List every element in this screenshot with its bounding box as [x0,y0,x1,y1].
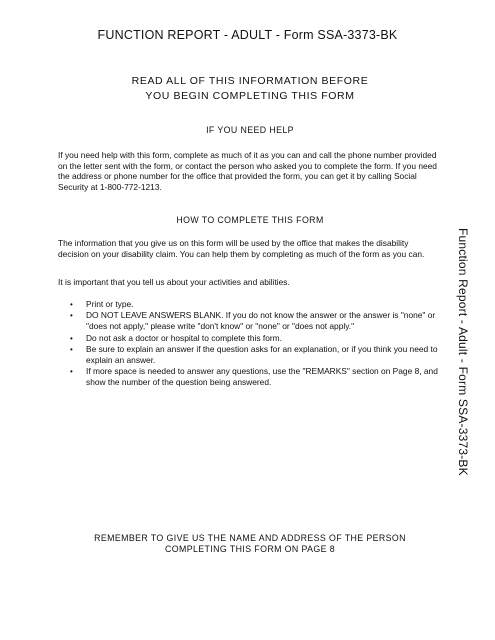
bullet-icon: • [70,344,73,354]
form-title: FUNCTION REPORT - ADULT - Form SSA-3373-BK [97,28,398,42]
read-notice-line-2: YOU BEGIN COMPLETING THIS FORM [145,90,355,102]
how-to-paragraph: The information that you give us on this form will be used by the office that makes the disability decision on your disability claim. You can help them by completing as much of the form as you can. [58,238,425,259]
help-paragraph: If you need help with this form, complete as much of it as you can and call the phone number provided on the letter sent with the form, or contact the person who asked you to complete the form. If you need the address or phone number for the office that provided the form, you can get it by calling Social Security at 1-800-772-1213. [58,150,437,192]
bullet-icon: • [70,300,73,309]
list-item [68,310,444,332]
list-item-text: Print or type. [86,299,134,309]
help-heading: IF YOU NEED HELP [206,125,294,135]
how-to-heading: HOW TO COMPLETE THIS FORM [176,215,324,225]
list-item [68,333,444,344]
bullet-icon: • [70,367,73,377]
list-item-text: If more space is needed to answer any questions, use the "REMARKS" section on Page 8, and show the number of the question being answered. [86,366,438,388]
list-item [68,344,444,366]
remember-notice [60,533,440,554]
bullet-icon: • [70,333,73,343]
instructions-list [68,299,444,389]
read-notice [60,74,440,104]
list-item [68,366,444,388]
list-item-text: Do not ask a doctor or hospital to complete this form. [86,332,282,343]
list-item [68,299,444,310]
list-item-text: DO NOT LEAVE ANSWERS BLANK. If you do not know the answer or the answer is "none" or "does not apply," please write "don't know" or "none" or "does not apply." [86,310,436,332]
side-label: Function Report - Adult - Form SSA-3373-BK [456,228,470,476]
remember-line-2: COMPLETING THIS FORM ON PAGE 8 [164,543,336,554]
bullet-icon: • [70,311,73,321]
remember-line-1: REMEMBER TO GIVE US THE NAME AND ADDRESS OF THE PERSON [94,533,406,543]
important-paragraph: It is important that you tell us about your activities and abilities. [58,277,290,287]
list-item-text: Be sure to explain an answer if the question asks for an explanation, or if you think you need to explain an answer. [86,343,438,366]
read-notice-line-1: READ ALL OF THIS INFORMATION BEFORE [131,75,369,87]
